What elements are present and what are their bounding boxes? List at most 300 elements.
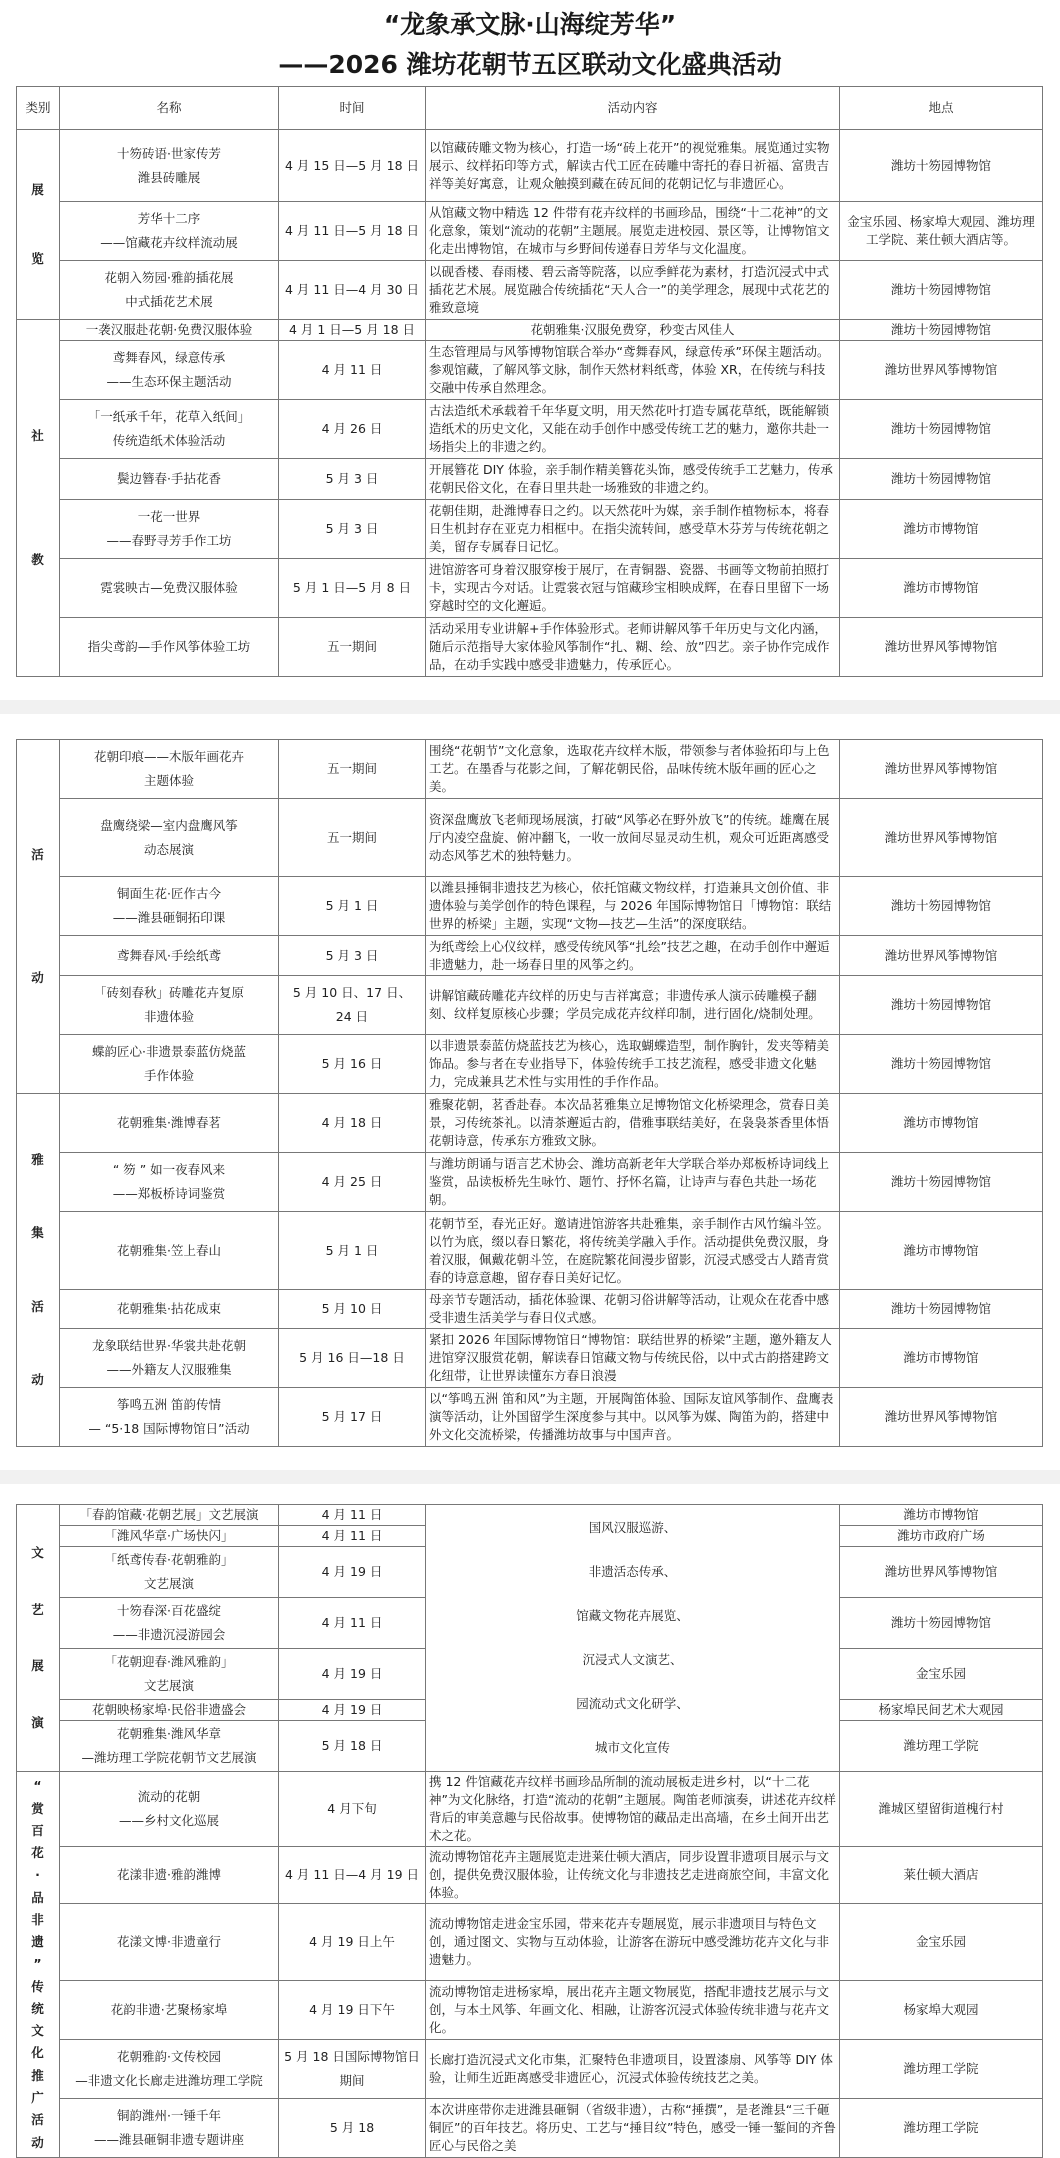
arts-content-item: 非遗活态传承、	[588, 1564, 677, 1579]
activity-time-line: 4 月 19 日下午	[309, 2002, 395, 2017]
activity-name	[60, 1035, 279, 1094]
activity-name-line: 龙象联结世界·华裳共赴花朝	[92, 1338, 246, 1353]
activity-name-line: ——非遗沉浸游园会	[112, 1627, 226, 1642]
activity-time	[279, 559, 426, 618]
category-culture-promotion-chars	[20, 1773, 56, 2156]
table-row	[17, 1847, 1043, 1904]
activity-name	[60, 1290, 279, 1329]
activity-content: 母亲节专题活动，插花体验课、花朝习俗讲解等活动，让观众在花香中感受非遗生活美学与春日仪式感。	[426, 1290, 840, 1329]
activity-location: 潍坊十笏园博物馆	[840, 1598, 1043, 1649]
table-row	[17, 1035, 1043, 1094]
activity-time	[279, 202, 426, 261]
activity-time	[279, 400, 426, 459]
table-row	[17, 320, 1043, 341]
arts-content-item: 园流动式文化研学、	[576, 1696, 689, 1711]
category-social-education-chars	[20, 321, 56, 675]
table-row	[17, 559, 1043, 618]
activity-location: 金宝乐园	[840, 1649, 1043, 1700]
activity-name-line: 「纸鸢传春·花朝雅韵」	[104, 1552, 234, 1567]
table-row	[17, 2040, 1043, 2099]
activity-time-line: 4 月 11 日	[321, 362, 383, 377]
activity-content: 紧扣 2026 年国际博物馆日“博物馆：联结世界的桥梁”主题，邀外籍友人进馆穿汉服赏花朝，解读春日馆藏文物与传统民俗，以中式古韵搭建跨文化纽带，让世界读懂东方春日浪漫	[426, 1329, 840, 1388]
table-row	[17, 1329, 1043, 1388]
activity-content: 为纸鸢绘上心仪纹样，感受传统风筝“扎绘”技艺之趣，在动手创作中邂逅非遗魅力，赴一场春日里的风筝之约。	[426, 936, 840, 976]
activity-name-line: 花朝雅韵·文传校园	[117, 2049, 221, 2064]
activity-content: 以潍县捶铜非遗技艺为核心，依托馆藏文物纹样，打造兼具文创价值、非遗体验与美学创作的特色课程，与 2026 年国际博物馆日「博物馆：联结世界的桥梁」主题，实现“文物—技艺—生活”的深度联结。	[426, 877, 840, 936]
activity-name-line: 花朝映杨家埠·民俗非遗盛会	[92, 1702, 246, 1717]
activity-time	[279, 1598, 426, 1649]
activity-time-line: 5 月 3 日	[325, 471, 379, 486]
activity-time-line: 5 月 10 日	[321, 1301, 383, 1316]
activity-content: 流动博物馆走进杨家埠，展出花卉主题文物展览，搭配非遗技艺展示与文创，与本土风筝、年画文化、相融，让游客沉浸式体验传统非遗与花卉文化。	[426, 1981, 840, 2040]
activity-time	[279, 1290, 426, 1329]
category-culture-promotion-char: 化	[31, 2045, 45, 2061]
activity-name	[60, 618, 279, 677]
activity-time	[279, 1847, 426, 1904]
activity-name	[60, 1772, 279, 1847]
activity-content: 讲解馆藏砖雕花卉纹样的历史与吉祥寓意；非遗传承人演示砖雕模子翻刻、纹样复原核心步骤；学员完成花卉纹样印制，进行固化/烧制处理。	[426, 976, 840, 1035]
activity-name-line: 中式插花艺术展	[125, 294, 213, 309]
activity-name-line: 花朝雅集·潍博春茗	[117, 1115, 221, 1130]
activity-time-line: 五一期间	[326, 829, 377, 845]
activity-time-line: 5 月 16 日	[321, 1056, 383, 1071]
activity-time-line: 5 月 1 日	[325, 1242, 379, 1258]
activity-name-line: 铜韵潍州·一锤千年	[117, 2108, 221, 2123]
table-row	[17, 1212, 1043, 1290]
activity-content: 以“筝鸣五洲 笛和风”为主题，开展陶笛体验、国际友谊风筝制作、盘鹰表演等活动，让外国留学生深度参与其中。以风筝为媒、陶笛为韵，搭建中外文化交流桥梁，传播潍坊故事与中国声音。	[426, 1388, 840, 1447]
activity-location: 金宝乐园、杨家埠大观园、潍坊理工学院、莱仕顿大酒店等。	[840, 202, 1043, 261]
activity-time	[279, 1329, 426, 1388]
page-title: “龙象承文脉·山海绽芳华”	[383, 10, 677, 39]
category-culture-promotion-char: 动	[31, 2134, 45, 2150]
activity-time-line: 4 月 11 日	[321, 1507, 383, 1522]
activity-time-line: 4 月 11 日	[321, 1615, 383, 1630]
category-culture-promotion-char: 遗	[31, 1934, 45, 1950]
activity-name-line: 十笏春深·百花盛绽	[117, 1603, 221, 1618]
activity-name-line: 潍县砖雕展	[137, 169, 201, 185]
activity-name-line: —非遗文化长廊走进潍坊理工学院	[75, 2073, 263, 2088]
category-social-education	[17, 320, 60, 677]
table-row	[17, 877, 1043, 936]
activity-location: 潍坊世界风筝博物馆	[840, 618, 1043, 677]
table-row	[17, 1094, 1043, 1153]
activity-content: 流动博物馆花卉主题展览走进莱仕顿大酒店，同步设置非遗项目展示与文创，提供免费汉服体验，让传统文化与非遗技艺走进商旅空间，丰富文化体验。	[426, 1847, 840, 1904]
activity-name-line: ——馆藏花卉纹样流动展	[100, 235, 238, 250]
activity-name-line: 花朝入笏园·雅韵插花展	[104, 270, 234, 285]
activity-content: 生态管理局与风筝博物馆联合举办“鸢舞春风，绿意传承”环保主题活动。参观馆藏，了解风筝文脉，制作天然材料纸鸢，体验 XR，在传统与科技交融中传承自然理念。	[426, 341, 840, 400]
activity-time	[279, 1388, 426, 1447]
activity-location: 潍坊十笏园博物馆	[840, 130, 1043, 202]
activity-name-line: 主题体验	[143, 773, 194, 788]
activity-name-line: 鬓边簪春·手拈花香	[117, 471, 221, 486]
activity-name	[60, 1981, 279, 2040]
activity-time	[279, 1721, 426, 1772]
category-culture-promotion-char: ·	[35, 1867, 41, 1883]
table-row	[17, 500, 1043, 559]
activity-name	[60, 799, 279, 877]
activity-time-line: 期间	[339, 2073, 365, 2088]
activity-name-line: 筝鸣五洲 笛韵传情	[117, 1397, 221, 1412]
activity-location: 潍坊世界风筝博物馆	[840, 740, 1043, 799]
table-row	[17, 261, 1043, 320]
activity-name-line: 文艺展演	[143, 1576, 194, 1591]
category-activity-chars	[20, 741, 56, 1092]
activity-time	[279, 261, 426, 320]
table-row	[17, 130, 1043, 202]
activity-name-line: 盘鹰绕梁—室内盘鹰风筝	[100, 817, 238, 833]
activity-time-line: 4 月 19 日	[321, 1564, 383, 1579]
activity-time	[279, 500, 426, 559]
table-row	[17, 1388, 1043, 1447]
schedule-table-part-3	[16, 1504, 1043, 2158]
activity-time-line: 5 月 3 日	[325, 947, 379, 963]
activity-content: 本次讲座带你走进潍县砸铜（省级非遗），古称“捶撰”，是老潍县“三千砸铜匠”的百年技艺。将历史、工艺与“捶目纹”特色，感受一锤一錾间的齐鲁匠心与民俗之美	[426, 2099, 840, 2158]
activity-time	[279, 936, 426, 976]
activity-content: 与潍坊朗诵与语言艺术协会、潍坊高新老年大学联合举办郑板桥诗词线上鉴赏，品读板桥先生咏竹、题竹、抒怀名篇，让诗声与春色共赴一场花朝。	[426, 1153, 840, 1212]
activity-content: 花朝节至，春光正好。邀请进馆游客共赴雅集，亲手制作古风竹编斗笠。以竹为底，缀以春日繁花，将传统美学融入手作。活动提供免费汉服，身着汉服，佩戴花朝斗笠，在庭院繁花间漫步留影，沉浸式感受古人踏青赏春的诗意意趣，留存春日美好记忆。	[426, 1212, 840, 1290]
table-row	[17, 400, 1043, 459]
category-social-education-char: 社	[31, 428, 45, 443]
activity-content: 以馆藏砖雕文物为核心，打造一场“砖上花开”的视觉雅集。展览通过实物展示、纹样拓印等方式，解读古代工匠在砖雕中寄托的春日祈福、富贵吉祥等美好寓意，让观众触摸到藏在砖瓦间的花朝记忆与非遗匠心。	[426, 130, 840, 202]
activity-name	[60, 1094, 279, 1153]
activity-location: 潍坊市博物馆	[840, 1505, 1043, 1526]
activity-time	[279, 1547, 426, 1598]
activity-name	[60, 1649, 279, 1700]
activity-location: 潍坊世界风筝博物馆	[840, 1388, 1043, 1447]
activity-location: 潍坊市博物馆	[840, 559, 1043, 618]
activity-name-line: 鸢舞春风，绿意传承	[112, 350, 226, 365]
activity-time	[279, 618, 426, 677]
activity-time	[279, 130, 426, 202]
activity-time-line: 4 月 18 日	[321, 1115, 383, 1130]
activity-name-line: 动态展演	[143, 841, 194, 857]
activity-name	[60, 559, 279, 618]
activity-name-line: 「一纸承千年，花草入纸间」	[87, 409, 251, 424]
activity-name-line: 花韵非遗·艺聚杨家埠	[110, 2002, 228, 2017]
category-culture-promotion-char: 传	[31, 1978, 45, 1994]
activity-name-line: 十笏砖语·世家传芳	[117, 145, 221, 161]
activity-time	[279, 1981, 426, 2040]
table-row	[17, 1981, 1043, 2040]
activity-time	[279, 2040, 426, 2099]
category-elegant-gathering-char: 雅	[31, 1151, 45, 1167]
activity-name	[60, 740, 279, 799]
activity-name	[60, 1547, 279, 1598]
category-performance-char: 艺	[31, 1601, 45, 1617]
table-row	[17, 740, 1043, 799]
activity-location: 潍坊市博物馆	[840, 1212, 1043, 1290]
activity-name-line: ——潍县砸铜非遗专题讲座	[93, 2132, 244, 2147]
activity-name-line: 非遗体验	[143, 1009, 194, 1024]
activity-name	[60, 1847, 279, 1904]
activity-name-line: 芳华十二序	[137, 211, 201, 226]
activity-time-line: 5 月 1 日	[325, 898, 379, 913]
category-performance-chars	[20, 1506, 56, 1770]
activity-time-line: 5 月 1 日—5 月 8 日	[292, 580, 412, 595]
activity-name	[60, 1153, 279, 1212]
activity-name	[60, 936, 279, 976]
activity-name	[60, 320, 279, 341]
activity-name	[60, 1212, 279, 1290]
category-elegant-gathering-char: 活	[31, 1298, 45, 1314]
activity-time	[279, 1772, 426, 1847]
arts-content-item: 馆藏文物花卉展览、	[576, 1608, 689, 1623]
activity-time-line: 4 月 19 日	[321, 1702, 383, 1717]
table-row	[17, 1290, 1043, 1329]
activity-name-line: ——春野寻芳手作工坊	[106, 533, 232, 548]
activity-time	[279, 341, 426, 400]
activity-time-line: 4 月 11 日—5 月 18 日	[284, 223, 420, 238]
activity-time-line: 4 月 19 日	[321, 1666, 383, 1681]
activity-name-line: ——潍县砸铜拓印课	[112, 910, 226, 925]
category-elegant-gathering	[17, 1094, 60, 1447]
page-subtitle: ——2026 潍坊花朝节五区联动文化盛典活动	[278, 50, 782, 79]
table-row	[17, 341, 1043, 400]
activity-name-line: ——外籍友人汉服雅集	[106, 1362, 232, 1377]
activity-content: 从馆藏文物中精选 12 件带有花卉纹样的书画珍品，围绕“十二花神”的文化意象，策划“流动的花朝”主题展。展览走进校园、景区等，让博物馆文化走出博物馆，在城市与乡野间传递春日芳华与文化温度。	[426, 202, 840, 261]
table-row	[17, 936, 1043, 976]
activity-location: 潍坊市博物馆	[840, 500, 1043, 559]
activity-name-line: 花漾文博·非遗童行	[117, 1934, 221, 1949]
page-break	[0, 700, 1060, 714]
arts-content-list	[429, 1506, 836, 1770]
activity-name-line: 手作体验	[143, 1068, 194, 1083]
activity-location: 潍坊十笏园博物馆	[840, 1153, 1043, 1212]
category-culture-promotion-char: 非	[31, 1911, 45, 1927]
activity-name-line: ——乡村文化巡展	[118, 1813, 219, 1828]
arts-content-item: 城市文化宣传	[594, 1740, 670, 1755]
activity-name-line: — “5·18 国际博物馆日”活动	[88, 1421, 250, 1436]
activity-name	[60, 459, 279, 500]
activity-name-line: 花漾非遗·雅韵潍博	[117, 1867, 221, 1882]
activity-content: 古法造纸术承载着千年华夏文明，用天然花叶打造专属花草纸，既能解锁造纸术的历史文化，又能在动手创作中感受传统工艺的魅力，邀你共赴一场指尖上的非遗之约。	[426, 400, 840, 459]
activity-time	[279, 976, 426, 1035]
activity-name-line: 「春韵馆藏·花朝艺展」文艺展演	[79, 1507, 259, 1522]
activity-location: 杨家埠大观园	[840, 1981, 1043, 2040]
activity-time-line: 5 月 18	[329, 2120, 375, 2135]
activity-time	[279, 1505, 426, 1526]
activity-time	[279, 1526, 426, 1547]
table-row	[17, 1772, 1043, 1847]
activity-name-line: 花朝雅集·笠上春山	[117, 1242, 221, 1258]
page-break	[0, 1470, 1060, 1484]
activity-location: 潍坊十笏园博物馆	[840, 400, 1043, 459]
activity-name	[60, 1329, 279, 1388]
activity-name-line: 传统造纸术体验活动	[112, 433, 226, 448]
activity-content: 资深盘鹰放飞老师现场展演，打破“风筝必在野外放飞”的传统。雄鹰在展厅内凌空盘旋、俯冲翻飞，一收一放间尽显灵动生机，观众可近距离感受动态风筝艺术的独特魅力。	[426, 799, 840, 877]
activity-time	[279, 877, 426, 936]
activity-name	[60, 1721, 279, 1772]
header-content: 活动内容	[426, 87, 840, 130]
category-social-education-char: 教	[31, 552, 45, 567]
activity-location: 潍坊理工学院	[840, 2040, 1043, 2099]
category-culture-promotion-char: 统	[31, 2000, 45, 2016]
category-culture-promotion	[17, 1772, 60, 2158]
activity-time	[279, 740, 426, 799]
table-row	[17, 2099, 1043, 2158]
activity-name-line: 铜面生花·匠作古今	[117, 886, 221, 901]
schedule-table-part-2	[16, 739, 1043, 1447]
table-row	[17, 976, 1043, 1035]
activity-name-line: 花朝印痕——木版年画花卉	[93, 749, 244, 764]
category-culture-promotion-char: 花	[31, 1845, 45, 1861]
activity-time	[279, 799, 426, 877]
activity-time	[279, 1153, 426, 1212]
activity-content: 流动博物馆走进金宝乐园，带来花卉专题展览，展示非遗项目与特色文创，通过图文、实物与互动体验，让游客在游玩中感受潍坊花卉文化与非遗魅力。	[426, 1904, 840, 1981]
activity-name-line: 「砖刻春秋」砖雕花卉复原	[93, 985, 244, 1000]
activity-content: 雅聚花朝，茗香赴春。本次品茗雅集立足博物馆文化桥梁理念，赏春日美景，习传统茶礼。以清茶邂逅古韵，借雅事联结美好，在袅袅茶香里体悟花朝诗意，传承东方雅致文脉。	[426, 1094, 840, 1153]
activity-name	[60, 500, 279, 559]
activity-time-line: 4 月 11 日—4 月 19 日	[284, 1867, 420, 1882]
activity-location: 潍坊十笏园博物馆	[840, 459, 1043, 500]
activity-location: 杨家埠民间艺术大观园	[840, 1700, 1043, 1721]
activity-time	[279, 1035, 426, 1094]
activity-location: 潍坊十笏园博物馆	[840, 261, 1043, 320]
category-performance-char: 文	[31, 1545, 45, 1561]
activity-time-line: 五一期间	[326, 761, 377, 776]
activity-name-line: 「潍风华章·广场快闪」	[104, 1528, 234, 1543]
activity-location: 潍坊市博物馆	[840, 1094, 1043, 1153]
activity-time	[279, 320, 426, 341]
activity-location: 潍坊十笏园博物馆	[840, 877, 1043, 936]
table-header-row	[17, 87, 1043, 130]
activity-location: 潍坊市政府广场	[840, 1526, 1043, 1547]
activity-time-line: 4 月 11 日—4 月 30 日	[284, 282, 420, 297]
category-performance-char: 展	[31, 1658, 45, 1674]
activity-content: 长廊打造沉浸式文化市集，汇聚特色非遗项目，设置漆扇、风筝等 DIY 体验，让师生近距离感受非遗匠心，沉浸式体验传统技艺之美。	[426, 2040, 840, 2099]
schedule-table-part-1	[16, 86, 1043, 677]
category-culture-promotion-char: 赏	[31, 1800, 45, 1816]
activity-name-line: ——郑板桥诗词鉴赏	[112, 1186, 226, 1201]
activity-time-line: 4 月 19 日上午	[309, 1934, 395, 1949]
activity-time-line: 5 月 3 日	[325, 521, 379, 536]
activity-time-line: 5 月 16 日—18 日	[299, 1350, 405, 1365]
table-row	[17, 618, 1043, 677]
activity-name-line: —潍坊理工学院花朝节文艺展演	[81, 1750, 257, 1765]
activity-time-line: 5 月 18 日	[321, 1738, 383, 1753]
table-row	[17, 1153, 1043, 1212]
activity-name	[60, 261, 279, 320]
activity-name	[60, 2040, 279, 2099]
category-culture-promotion-char: 文	[31, 2023, 45, 2039]
activity-location: 潍坊市博物馆	[840, 1329, 1043, 1388]
activity-content: 开展簪花 DIY 体验，亲手制作精美簪花头饰，感受传统手工艺魅力，传承花朝民俗文化，在春日里共赴一场雅致的非遗之约。	[426, 459, 840, 500]
activity-name	[60, 1388, 279, 1447]
activity-content: 以非遗景泰蓝仿烧蓝技艺为核心，选取蝴蝶造型，制作胸针，发夹等精美饰品。参与者在专业指导下，体验传统手工技艺流程，感受非遗文化魅力，完成兼具艺术性与实用性的手作作品。	[426, 1035, 840, 1094]
table-row	[17, 459, 1043, 500]
activity-location: 潍城区望留街道槐行村	[840, 1772, 1043, 1847]
activity-content: 花朝雅集·汉服免费穿，秒变古风佳人	[426, 320, 840, 341]
arts-content-item: 国风汉服巡游、	[588, 1520, 677, 1535]
category-culture-promotion-char: 百	[31, 1822, 45, 1838]
table-row	[17, 799, 1043, 877]
category-exhibition-char: 展	[31, 182, 45, 198]
category-culture-promotion-char: 品	[31, 1889, 45, 1905]
category-activity	[17, 740, 60, 1094]
activity-name	[60, 1505, 279, 1526]
activity-name-line: “ 笏 ” 如一夜春风来	[112, 1162, 226, 1177]
activity-time	[279, 459, 426, 500]
activity-location: 潍坊理工学院	[840, 2099, 1043, 2158]
table-row	[17, 1904, 1043, 1981]
category-activity-char: 动	[31, 970, 45, 985]
category-performance-char: 演	[31, 1714, 45, 1730]
arts-content-item: 沉浸式人文演艺、	[582, 1652, 683, 1667]
activity-name	[60, 877, 279, 936]
activity-name-line: ——生态环保主题活动	[106, 374, 232, 389]
activity-name-line: 花朝雅集·潍风华章	[117, 1726, 221, 1741]
activity-name-line: 花朝雅集·拈花成束	[117, 1301, 221, 1316]
activity-time-line: 5 月 10 日、17 日、	[292, 985, 412, 1000]
activity-content	[426, 1505, 840, 1772]
activity-name-line: 鸢舞春风·手绘纸鸢	[117, 947, 221, 963]
activity-time-line: 4 月下旬	[327, 1801, 377, 1816]
activity-location: 金宝乐园	[840, 1904, 1043, 1981]
activity-name	[60, 2099, 279, 2158]
activity-name-line: 「花朝迎春·潍风雅韵」	[104, 1654, 234, 1669]
activity-time	[279, 1904, 426, 1981]
activity-name	[60, 202, 279, 261]
activity-content: 进馆游客可身着汉服穿梭于展厅，在青铜器、瓷器、书画等文物前拍照打卡，实现古今对话。让霓裳衣冠与馆藏珍宝相映成辉，在春日里留下一场穿越时空的文化邂逅。	[426, 559, 840, 618]
category-elegant-gathering-chars	[20, 1095, 56, 1445]
category-culture-promotion-char: “	[33, 1778, 43, 1794]
category-elegant-gathering-char: 动	[31, 1372, 45, 1388]
activity-name-line: 蝶韵匠心·非遗景泰蓝仿烧蓝	[92, 1044, 246, 1059]
category-exhibition-chars	[20, 131, 56, 318]
category-culture-promotion-char: ”	[33, 1956, 43, 1972]
activity-name	[60, 1904, 279, 1981]
activity-time-line: 5 月 18 日国际博物馆日	[284, 2049, 420, 2064]
activity-name	[60, 976, 279, 1035]
category-culture-promotion-char: 广	[31, 2089, 45, 2105]
category-elegant-gathering-char: 集	[31, 1225, 45, 1241]
activity-name-line: 文艺展演	[143, 1678, 194, 1693]
table-row	[17, 1505, 1043, 1526]
activity-name-line: 霓裳映古—免费汉服体验	[100, 580, 238, 595]
activity-location: 莱仕顿大酒店	[840, 1847, 1043, 1904]
activity-time-line: 五一期间	[326, 639, 377, 654]
category-performance	[17, 1505, 60, 1772]
activity-time	[279, 2099, 426, 2158]
category-culture-promotion-char: 活	[31, 2112, 45, 2128]
activity-name	[60, 341, 279, 400]
activity-location: 潍坊十笏园博物馆	[840, 320, 1043, 341]
activity-location: 潍坊世界风筝博物馆	[840, 1547, 1043, 1598]
header-name: 名称	[60, 87, 279, 130]
activity-time	[279, 1649, 426, 1700]
activity-time-line: 4 月 11 日	[321, 1528, 383, 1543]
activity-time	[279, 1094, 426, 1153]
activity-name	[60, 400, 279, 459]
activity-time-line: 4 月 15 日—5 月 18 日	[284, 157, 420, 173]
activity-name	[60, 1526, 279, 1547]
activity-time-line: 5 月 17 日	[321, 1409, 383, 1424]
activity-location: 潍坊十笏园博物馆	[840, 1290, 1043, 1329]
activity-content: 以砚香楼、春雨楼、碧云斋等院落，以应季鲜花为素材，打造沉浸式中式插花艺术展。展览融合传统插花“天人合一”的美学理念，展现中式花艺的雅致意境	[426, 261, 840, 320]
activity-name-line: 流动的花朝	[137, 1789, 201, 1804]
category-activity-char: 活	[31, 847, 45, 862]
activity-time-line: 4 月 26 日	[321, 421, 383, 436]
activity-time-line: 24 日	[335, 1009, 369, 1024]
header-category: 类别	[17, 87, 60, 130]
activity-name-line: 一袭汉服赴花朝·免费汉服体验	[85, 322, 253, 337]
activity-location: 潍坊理工学院	[840, 1721, 1043, 1772]
activity-content: 携 12 件馆藏花卉纹样书画珍品所制的流动展板走进乡村，以“十二花神”为文化脉络，打造“流动的花朝”主题展。陶笛老师演奏，讲述花卉纹样背后的审美意趣与民俗故事。使博物馆的藏品走出高墙，在乡土间开出艺术之花。	[426, 1772, 840, 1847]
activity-location: 潍坊世界风筝博物馆	[840, 936, 1043, 976]
activity-time	[279, 1212, 426, 1290]
category-exhibition-char: 览	[31, 250, 45, 266]
activity-location: 潍坊世界风筝博物馆	[840, 341, 1043, 400]
